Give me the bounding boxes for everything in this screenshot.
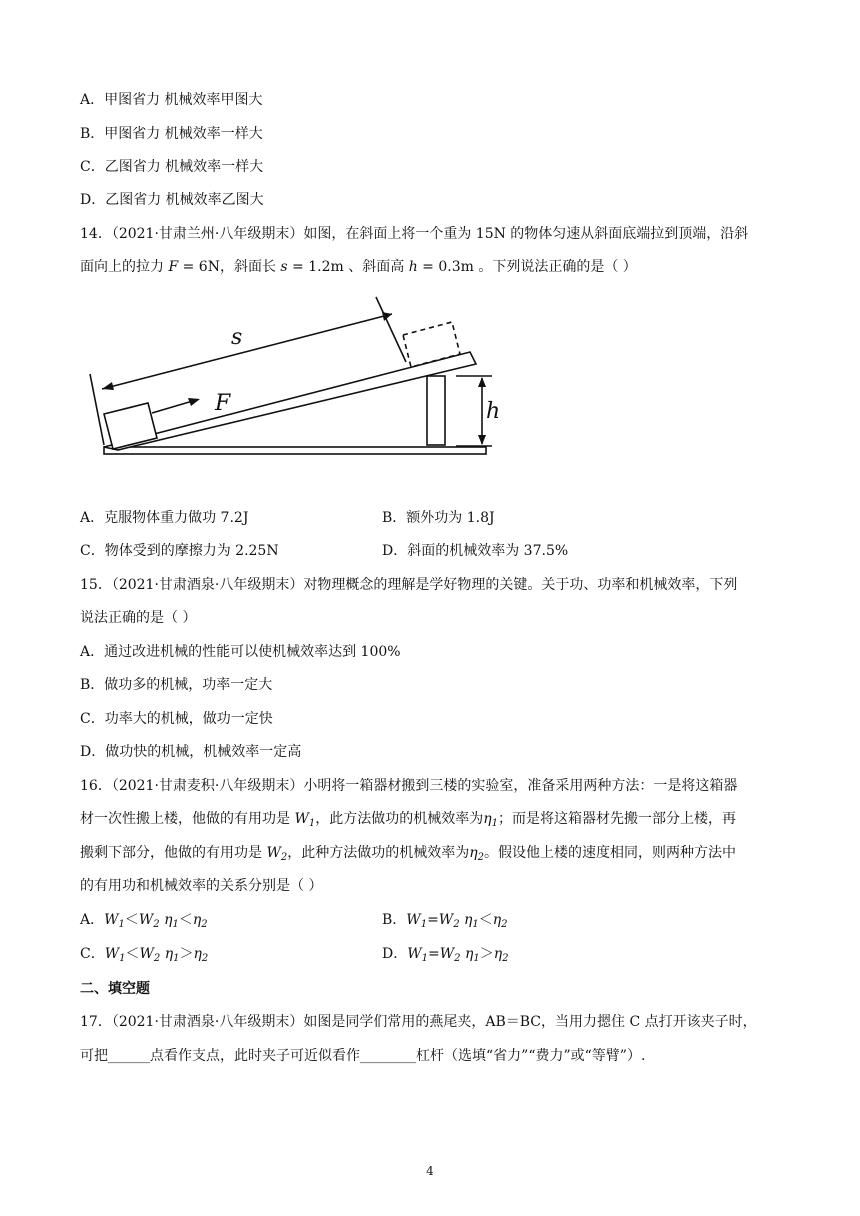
base-board: [104, 447, 486, 454]
q13-option-d: D．乙图省力 机械效率乙图大: [80, 192, 264, 208]
q14-option-a: A．克服物体重力做功 7.2J: [80, 510, 249, 526]
q14-stem-line1: 14．（2021·甘肃兰州·八年级期末）如图，在斜面上将一个重为 15N 的物体匀速从斜面底端拉到顶端，沿斜: [80, 226, 749, 242]
q15-stem-line1: 15．（2021·甘肃酒泉·八年级期末）对物理概念的理解是学好物理的关键。关于功、功率和机械效率，下列: [80, 577, 738, 593]
q15-option-a: A．通过改进机械的性能可以使机械效率达到 100%: [80, 644, 401, 660]
q16-stem-line4: 的有用功和机械效率的关系分别是（ ）: [80, 878, 323, 894]
q17-stem-line2: 可把______点看作支点，此时夹子可近似看作________杠杆（选填“省力”“费力”或“等臂”）.: [80, 1048, 646, 1064]
q16-option-a: A．$W_1<W_2$ $\eta_1<\eta_2$: [80, 912, 208, 930]
q14-option-d: D．斜面的机械效率为 37.5%: [382, 543, 569, 559]
q13-option-b: B．甲图省力 机械效率一样大: [80, 126, 263, 142]
s-arrowhead-left: [102, 382, 114, 390]
h-arrowhead-top: [478, 377, 486, 387]
page-number: 4: [426, 1164, 434, 1178]
q16-option-c: C．$W_1<W_2$ $\eta_1>\eta_2$: [80, 946, 209, 964]
incline-diagram: [82, 290, 501, 460]
q15-option-b: B．做功多的机械，功率一定大: [80, 677, 273, 693]
q16-stem-line1: 16．（2021·甘肃麦积·八年级期末）小明将一箱器材搬到三楼的实验室，准备采用两种方法：一是将这箱器: [80, 778, 738, 794]
q16-stem-line2: 材一次性搬上楼，他做的有用功是 $W_1$，此方法做功的机械效率为$\eta_1$；而是将这箱器材先搬一部分上楼，再: [80, 811, 736, 829]
s-extension-left: [90, 374, 104, 445]
force-arrowhead: [188, 398, 200, 406]
incline-board: [104, 352, 476, 450]
q16-option-b: B．$W_1=W_2$ $\eta_1<\eta_2$: [382, 912, 508, 930]
s-arrow-line: [102, 314, 392, 389]
q15-option-d: D．做功快的机械，机械效率一定高: [80, 744, 302, 760]
q13-option-a: A．甲图省力 机械效率甲图大: [80, 92, 263, 108]
section-heading-fill-blank: 二、填空题: [80, 981, 150, 997]
label-s: s: [231, 325, 243, 350]
h-arrowhead-bottom: [478, 435, 486, 445]
label-h: h: [486, 399, 501, 424]
q14-option-b: B．额外功为 1.8J: [382, 510, 495, 526]
q14-option-c: C．物体受到的摩擦力为 2.25N: [80, 543, 279, 559]
q17-stem-line1: 17．（2021·甘肃酒泉·八年级期末）如图是同学们常用的燕尾夹，AB＝BC，当用力摁住 C 点打开该夹子时，: [80, 1014, 757, 1030]
label-f: F: [215, 391, 231, 416]
s-extension-right: [376, 297, 406, 362]
force-arrow-line: [152, 400, 196, 413]
q16-stem-line3: 搬剩下部分，他做的有用功是 $W_2$，此种方法做功的机械效率为$\eta_2$。假设他上楼的速度相同，则两种方法中: [80, 845, 736, 863]
support-post: [427, 376, 445, 445]
q14-stem-line2: 面向上的拉力 F = 6N，斜面长 s = 1.2m 、斜面高 h = 0.3m 。下列说法正确的是（ ）: [80, 259, 637, 275]
q15-option-c: C．功率大的机械，做功一定快: [80, 711, 273, 727]
q13-option-c: C．乙图省力 机械效率一样大: [80, 159, 264, 175]
q16-option-d: D．$W_1=W_2$ $\eta_1>\eta_2$: [382, 946, 509, 964]
q15-stem-line2: 说法正确的是（ ）: [80, 610, 197, 626]
